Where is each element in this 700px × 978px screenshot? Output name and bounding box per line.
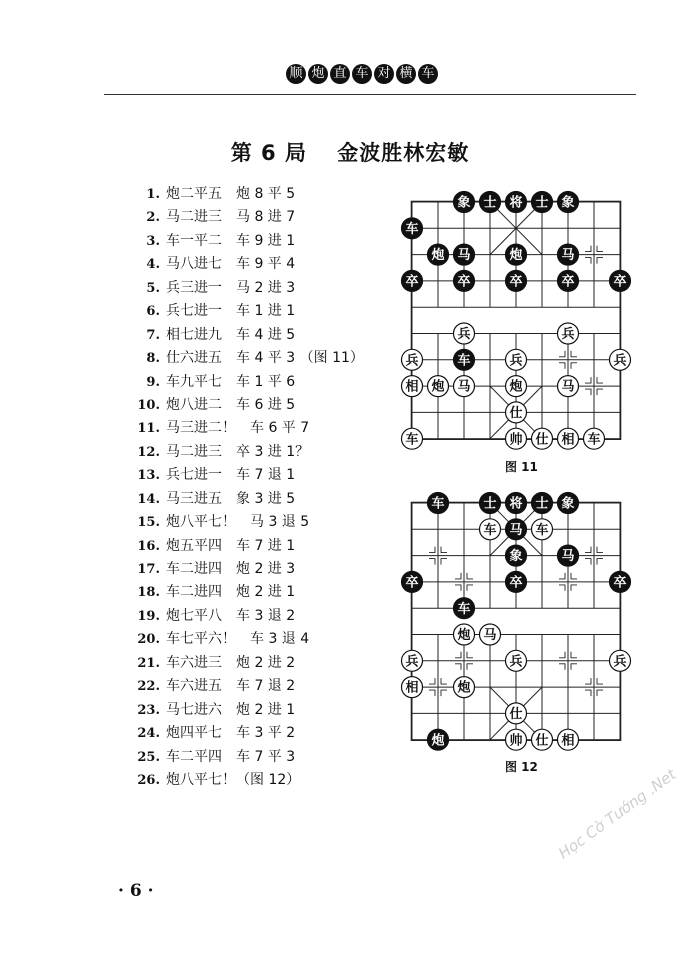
piece-label: 士 — [535, 195, 549, 211]
piece-label: 象 — [561, 496, 575, 512]
red-move: 车七平六！ — [166, 631, 236, 648]
red-piece — [506, 349, 527, 370]
piece-label: 将 — [509, 195, 523, 211]
black-piece — [402, 218, 423, 239]
move-number: 3. — [146, 233, 160, 249]
move-row — [130, 699, 364, 722]
black-move: 车 9 进 1 — [236, 232, 296, 249]
move-row — [130, 769, 364, 792]
red-piece — [506, 428, 527, 449]
header-char: 直 — [330, 64, 350, 84]
piece-label: 相 — [561, 432, 575, 448]
red-piece — [454, 677, 475, 698]
black-piece — [454, 244, 475, 265]
move-number: 4. — [146, 257, 160, 273]
piece-label: 象 — [457, 195, 471, 211]
piece-label: 卒 — [561, 274, 575, 290]
move-row — [130, 417, 364, 440]
piece-label: 士 — [483, 496, 497, 512]
black-piece — [558, 270, 579, 291]
black-piece — [558, 545, 579, 566]
move-number: 24. — [137, 726, 160, 742]
black-piece — [480, 192, 501, 213]
move-number: 26. — [137, 772, 160, 788]
black-move: 炮 2 进 3 — [236, 561, 296, 577]
page-number: · 6 · — [118, 881, 154, 901]
move-number: 17. — [137, 562, 160, 577]
move-number: 9. — [146, 374, 160, 390]
move-row — [130, 511, 364, 534]
black-move: 炮 2 进 1 — [236, 701, 296, 718]
red-piece — [532, 729, 553, 750]
piece-label: 兵 — [509, 654, 523, 670]
black-piece — [506, 545, 527, 566]
red-piece — [558, 323, 579, 344]
watermark: Học Cờ Tướng .Net — [555, 765, 680, 863]
move-number: 6. — [146, 304, 160, 320]
red-move: 马二进三 — [166, 209, 222, 226]
red-piece — [480, 519, 501, 540]
red-piece — [454, 376, 475, 397]
red-move: 车九平七 — [166, 373, 222, 390]
move-row — [130, 230, 364, 253]
piece-label: 马 — [561, 248, 575, 264]
piece-label: 炮 — [431, 379, 445, 395]
board-caption-12: 图 12 — [505, 760, 538, 774]
red-piece — [402, 677, 423, 698]
red-move: 兵三进一 — [166, 279, 222, 296]
black-piece — [610, 571, 631, 592]
black-piece — [506, 192, 527, 213]
red-move: 车二进四 — [166, 584, 222, 601]
black-piece — [428, 244, 449, 265]
red-move: 仕六进五 — [166, 350, 222, 367]
red-piece — [558, 729, 579, 750]
red-move: 炮八平七！ — [166, 514, 236, 531]
piece-label: 帅 — [509, 733, 523, 749]
move-number: 25. — [137, 749, 160, 765]
red-move: 马二进三 — [166, 443, 222, 460]
move-number: 5. — [146, 280, 160, 296]
red-piece — [506, 729, 527, 750]
red-piece — [610, 349, 631, 370]
black-move: 车 9 平 4 — [236, 256, 296, 273]
black-move: 车 3 退 4 — [250, 631, 310, 648]
piece-label: 车 — [457, 601, 471, 617]
move-row — [130, 324, 364, 347]
board-diagram-12 — [398, 488, 638, 753]
piece-label: 仕 — [535, 432, 549, 448]
header-rule — [104, 94, 636, 95]
move-row — [130, 464, 364, 487]
move-number: 14. — [137, 491, 160, 507]
black-piece — [454, 270, 475, 291]
red-move: 马三进五 — [166, 490, 222, 507]
move-row — [130, 675, 364, 698]
move-row — [130, 183, 364, 206]
move-number: 11. — [137, 421, 160, 437]
move-number: 10. — [137, 397, 160, 413]
move-row — [130, 652, 364, 675]
running-header-title — [286, 64, 438, 84]
move-row — [130, 488, 364, 511]
piece-label: 马 — [509, 522, 523, 538]
black-piece — [454, 349, 475, 370]
black-piece — [610, 270, 631, 291]
red-piece — [454, 624, 475, 645]
black-piece — [454, 598, 475, 619]
move-row — [130, 300, 364, 323]
move-row — [130, 371, 364, 394]
red-piece — [610, 650, 631, 671]
red-piece — [402, 428, 423, 449]
piece-label: 兵 — [613, 353, 627, 369]
red-piece — [480, 624, 501, 645]
piece-label: 马 — [457, 248, 471, 264]
black-piece — [506, 493, 527, 514]
running-header — [0, 64, 700, 94]
move-number: 2. — [146, 210, 160, 226]
red-piece — [506, 376, 527, 397]
red-move: 车二平四 — [166, 748, 222, 765]
piece-label: 车 — [535, 522, 549, 538]
move-row — [130, 535, 364, 558]
black-move: 马 3 退 5 — [250, 514, 310, 531]
black-move: 车 7 退 2 — [236, 678, 296, 695]
black-move: 车 3 退 2 — [236, 607, 296, 624]
black-move: 车 1 进 1 — [236, 303, 296, 320]
black-piece — [532, 493, 553, 514]
red-piece — [402, 650, 423, 671]
black-piece — [428, 729, 449, 750]
red-piece — [558, 428, 579, 449]
move-row — [130, 206, 364, 229]
move-number: 16. — [137, 538, 160, 554]
piece-label: 卒 — [457, 274, 471, 290]
header-char: 车 — [352, 64, 372, 84]
piece-label: 士 — [535, 496, 549, 512]
piece-label: 卒 — [613, 575, 627, 591]
piece-label: 炮 — [457, 680, 471, 696]
black-move: 车 6 平 7 — [250, 420, 310, 437]
move-row — [130, 605, 364, 628]
black-move: 炮 2 进 1 — [236, 584, 296, 601]
move-number: 21. — [137, 655, 160, 671]
red-move: 兵七进一 — [166, 467, 222, 484]
piece-label: 兵 — [509, 353, 523, 369]
red-move: 马八进七 — [166, 256, 222, 273]
black-piece — [506, 571, 527, 592]
piece-label: 卒 — [509, 575, 523, 591]
black-move: 车 7 进 1 — [236, 537, 296, 554]
move-number: 19. — [137, 608, 160, 624]
black-piece — [454, 192, 475, 213]
move-number: 13. — [137, 468, 160, 484]
move-row — [130, 558, 364, 581]
red-piece — [532, 519, 553, 540]
black-move: 马 2 进 3 — [236, 279, 296, 296]
black-move: 车 3 平 2 — [236, 725, 296, 742]
piece-label: 卒 — [405, 274, 419, 290]
black-piece — [506, 244, 527, 265]
black-move: 车 7 平 3 — [236, 748, 296, 765]
piece-label: 将 — [509, 496, 523, 512]
header-char: 炮 — [308, 64, 328, 84]
black-piece — [558, 192, 579, 213]
board-caption-11: 图 11 — [505, 460, 538, 474]
black-piece — [558, 493, 579, 514]
black-piece — [402, 571, 423, 592]
move-row — [130, 253, 364, 276]
move-number: 12. — [137, 444, 160, 460]
red-piece — [402, 349, 423, 370]
black-move: 车 4 平 3 （图 11） — [236, 350, 364, 367]
header-char: 车 — [418, 64, 438, 84]
move-row — [130, 394, 364, 417]
move-number: 23. — [137, 702, 160, 718]
piece-label: 相 — [405, 680, 419, 696]
header-char: 横 — [396, 64, 416, 84]
piece-label: 马 — [561, 549, 575, 565]
piece-label: 帅 — [509, 432, 523, 448]
black-move: 车 4 进 5 — [236, 326, 296, 343]
move-number: 1. — [146, 187, 160, 202]
header-char: 对 — [374, 64, 394, 84]
piece-label: 卒 — [613, 274, 627, 290]
move-number: 8. — [146, 351, 160, 367]
piece-label: 车 — [483, 522, 497, 538]
piece-label: 马 — [483, 628, 497, 644]
red-move: 炮七平八 — [166, 607, 222, 624]
red-move: 炮八进二 — [166, 396, 222, 413]
red-move: 车二进四 — [166, 561, 222, 577]
header-char: 顺 — [286, 64, 306, 84]
piece-label: 相 — [405, 379, 419, 395]
piece-label: 炮 — [431, 248, 445, 264]
game-number: 第 6 局 — [230, 141, 307, 165]
black-piece — [532, 192, 553, 213]
move-number: 15. — [137, 515, 160, 531]
move-number: 22. — [137, 679, 160, 695]
red-move: 马三进二！ — [166, 420, 236, 437]
move-number: 20. — [137, 632, 160, 648]
piece-label: 兵 — [405, 654, 419, 670]
black-move: 卒 3 进 1？ — [236, 443, 310, 460]
red-piece — [402, 376, 423, 397]
move-row — [130, 277, 364, 300]
red-move: 炮四平七 — [166, 725, 222, 742]
black-move: 车 1 平 6 — [236, 373, 296, 390]
black-move: 车 6 进 5 — [236, 396, 296, 413]
piece-label: 马 — [457, 379, 471, 395]
red-move: 炮二平五 — [166, 186, 222, 202]
piece-label: 炮 — [509, 379, 523, 395]
red-move: 车六进三 — [166, 654, 222, 671]
red-piece — [506, 650, 527, 671]
board-diagram-11 — [398, 187, 638, 452]
red-piece — [532, 428, 553, 449]
red-piece — [506, 402, 527, 423]
black-piece — [428, 493, 449, 514]
piece-label: 车 — [405, 221, 419, 237]
red-move: 车六进五 — [166, 678, 222, 695]
piece-label: 兵 — [405, 353, 419, 369]
move-row — [130, 722, 364, 745]
red-piece — [428, 376, 449, 397]
piece-label: 炮 — [457, 628, 471, 644]
piece-label: 车 — [587, 432, 601, 448]
move-row — [130, 441, 364, 464]
piece-label: 炮 — [431, 733, 445, 749]
piece-label: 兵 — [613, 654, 627, 670]
red-move: 兵七进一 — [166, 303, 222, 320]
red-move: 炮五平四 — [166, 537, 222, 554]
piece-label: 兵 — [561, 327, 575, 343]
move-row — [130, 581, 364, 604]
black-move: 炮 2 进 2 — [236, 654, 296, 671]
piece-label: 仕 — [509, 406, 523, 421]
move-row — [130, 746, 364, 769]
black-piece — [506, 270, 527, 291]
black-piece — [480, 493, 501, 514]
piece-label: 卒 — [509, 274, 523, 290]
black-piece — [558, 244, 579, 265]
piece-label: 车 — [457, 353, 471, 369]
piece-label: 象 — [509, 549, 523, 565]
black-move: 象 3 进 5 — [236, 490, 296, 507]
black-move: 马 8 进 7 — [236, 209, 296, 226]
move-number: 7. — [146, 327, 160, 343]
red-piece — [558, 376, 579, 397]
game-subtitle: 金波胜林宏敏 — [337, 141, 470, 165]
piece-label: 车 — [431, 496, 445, 512]
piece-label: 仕 — [535, 733, 549, 749]
piece-label: 车 — [405, 432, 419, 448]
move-list — [130, 183, 364, 792]
piece-label: 卒 — [405, 575, 419, 591]
red-move: 炮八平七！（图 12） — [166, 771, 301, 788]
black-piece — [402, 270, 423, 291]
red-move: 马七进六 — [166, 701, 222, 718]
piece-label: 仕 — [509, 707, 523, 722]
move-row — [130, 347, 364, 370]
piece-label: 兵 — [457, 327, 471, 343]
black-piece — [506, 519, 527, 540]
red-move: 车一平二 — [166, 232, 222, 249]
piece-label: 马 — [561, 379, 575, 395]
red-piece — [506, 703, 527, 724]
move-number: 18. — [137, 585, 160, 601]
red-piece — [584, 428, 605, 449]
piece-label: 炮 — [509, 248, 523, 264]
red-move: 相七进九 — [166, 326, 222, 343]
black-move: 炮 8 平 5 — [236, 186, 296, 202]
red-piece — [454, 323, 475, 344]
piece-label: 士 — [483, 195, 497, 211]
move-row — [130, 628, 364, 651]
black-move: 车 7 退 1 — [236, 467, 296, 484]
piece-label: 相 — [561, 733, 575, 749]
piece-label: 象 — [561, 195, 575, 211]
game-title — [0, 137, 700, 167]
